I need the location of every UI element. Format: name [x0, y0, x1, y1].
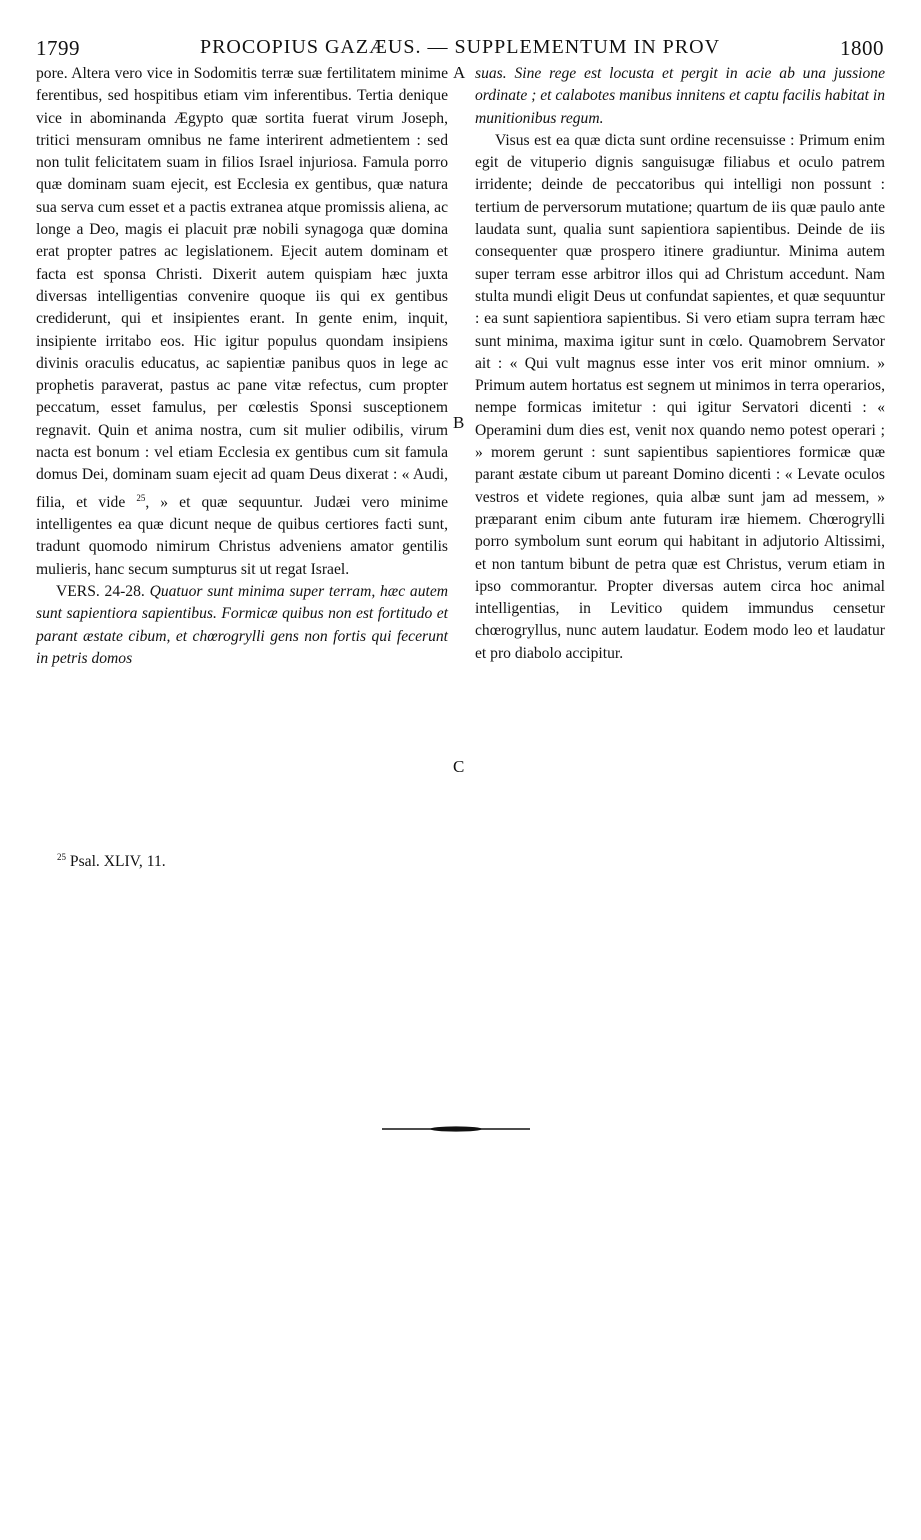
right-column — [475, 63, 885, 665]
left-column — [36, 63, 448, 670]
end-ornament-rule — [382, 1126, 530, 1132]
footnote-number: 25 — [57, 852, 66, 862]
running-header — [36, 36, 884, 64]
left-paragraph-1-text: pore. Altera vero vice in Sodomitis terræ suæ fertilitatem minime ferentibus, sed hospitibus etiam vim inferentibus. Tertia denique vice in abominanda Ægypto quæ sortita fuerat virum Joseph, tritici mensuram omnibus ne fame interirent admetientem : sed non tulit felicitatem suam in filios Israel injuriosa. Famula porro quæ dominam suam ejecit, est Ecclesia ex gentibus, quæ natura sua serva cum esset et a pactis extranea atque promissis aliena, ac longe a Deo, magis ei placuit præ nobili synagoga quæ domina erat propter patres ac legislationem. Ejecit autem dominam et facta est sponsa Christi. Dixerit autem quispiam hæc juxta diversas intelligentias convenire quoque iis qui ex gentibus crediderunt, qui et insipientes erant. In gente enim, inquit, insipiente irritabo eos. Hic igitur populus quondam insipiens divinis oraculis educatus, ac sapientiæ panibus quos in lege ac prophetis paraverat, pastus ac pane vitæ refectus, cum propter peccatum, esset famulus, per cœlestis Sponsi susceptionem regnavit. Quin et anima nostra, cum sit mulier odibilis, virum nacta est bonum : vel etiam Ecclesia ex gentibus cum sit famula domus Dei, dominam suam ejecit ad quam Deus dixerat : « Audi, filia, et vide — [36, 65, 448, 511]
left-page-number: 1799 — [36, 36, 80, 60]
footnote-text: Psal. XLIV, 11. — [69, 853, 166, 871]
left-paragraph-1 — [36, 63, 448, 581]
right-paragraph-1: suas. Sine rege est locusta et pergit in acie ab una jussione ordinate ; et calabotes manibus innitens et captu facilis habitat in munitionibus regum. — [475, 65, 886, 127]
margin-letter-a: A — [453, 63, 466, 82]
verse-text: Quatuor sunt minima super terram, hæc autem sunt sapientiora sapientibus. Formicæ quibus non est fortitudo et parant æstate cibum, et chœrogrylli gens non fortis qui fecerunt in petris domos — [36, 583, 449, 667]
margin-letter-b: B — [453, 413, 465, 432]
footnote — [57, 852, 166, 871]
left-paragraph-2 — [36, 581, 448, 670]
right-page-number: 1800 — [840, 36, 884, 60]
verse-label: VERS. 24-28. — [56, 583, 145, 601]
left-paragraph-1-end: , » et quæ sequuntur. Judæi vero minime intelligentes ea quæ dicunt neque de quibus certiores facti sunt, tradunt quomodo nimirum Christus adveniens amator gentilis mulieris, hanc secum sumpturus sit ut regat Israel. — [36, 493, 449, 578]
footnote-ref: 25 — [136, 492, 146, 503]
margin-letter-c: C — [453, 757, 465, 776]
right-paragraph-2: Visus est ea quæ dicta sunt ordine recensuisse : Primum enim egit de vituperio dignis sanguisugæ filiabus et oculo patrem irridente; deinde de peccatoribus qui intelligi non possunt : tertium de perversorum mutatione; quartum de iis quæ paulo ante laudata sunt, qualia sunt sapientiora sapientibus. Deinde de iis consequenter quæ prospero itinere gradiuntur. Minima autem super terram esse arbitror illos qui ad Christum accedunt. Nam stulta mundi eligit Deus ut confundat sapientes, et quæ sequuntur : ea sunt sapientiora sapientibus. Si vero etiam supra terram hæc sunt minima, maxima igitur sunt in cœlo. Quamobrem Servator ait : « Qui vult magnus esse inter vos erit minor omnium. » Primum autem hortatus est segnem ut minimos in terra operarios, nempe formicas imitetur : qui igitur Servatori dicenti : « Operamini dum dies est, venit nox quando nemo potest operari ; » morem gerunt : sunt sapientibus sapientiores formicæ quæ parant æstate cibum ut pareant Domino dicenti : « Levate oculos vestros et videte regiones, quia albæ sunt jam ad messem, » præparant enim cibum ante futuram iræ hiemem. Chœrogrylli porro symbolum sunt eorum qui habitant in adjutorio Altissimi, et non tantum bibunt de petra quæ est Christus, verum etiam in ipso commorantur. Propter diversas autem circa hoc animal intelligentias, in Levitico quidem immundus censetur chœrogryllus, nunc autem laudatur. Eodem modo leo et laudatur et pro diabolo accipitur. — [475, 131, 885, 662]
running-title: PROCOPIUS GAZÆUS. — SUPPLEMENTUM IN PROV — [199, 36, 721, 58]
